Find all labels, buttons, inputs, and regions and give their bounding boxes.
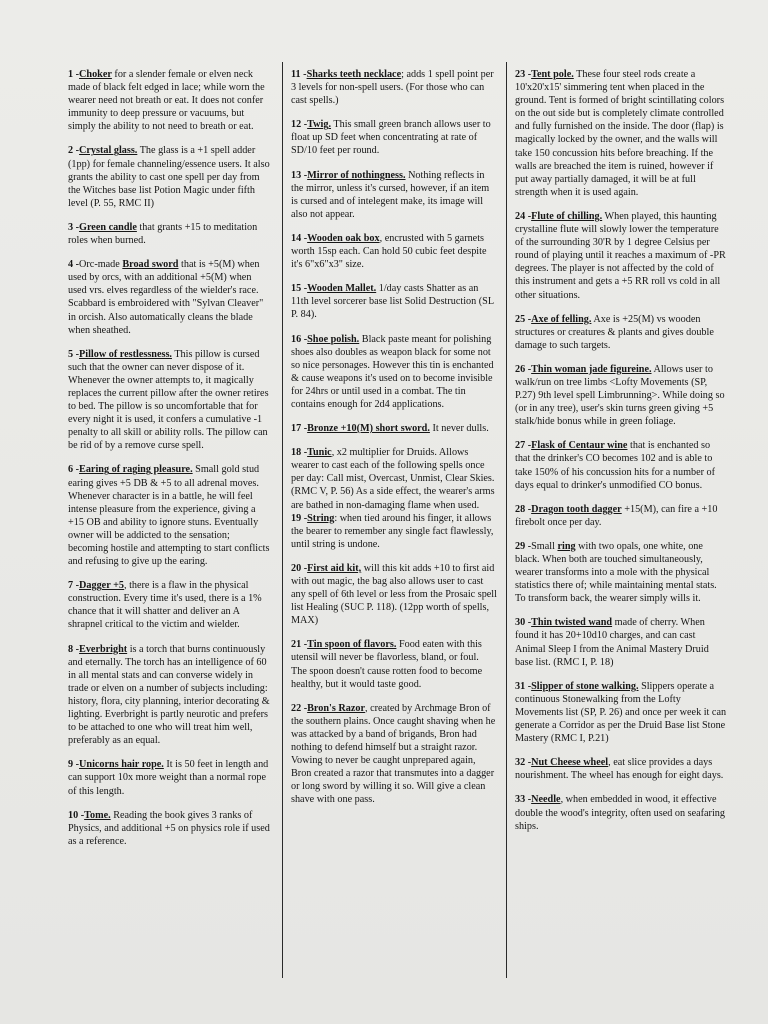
entry-name: Unicorns hair rope. [79, 759, 164, 771]
entry-number: 28 - [515, 503, 532, 515]
entry-number: 3 - [68, 221, 80, 233]
entry-16 [291, 333, 497, 412]
column-3 [515, 68, 727, 844]
column-divider [506, 62, 507, 978]
entry-number: 7 - [68, 580, 80, 592]
entry-name: Green candle [79, 221, 137, 233]
entry-29 [515, 540, 727, 605]
entry-text: Reading the book gives 3 ranks of Physics, and additional +5 on physics role if used as a reference. [68, 809, 270, 847]
entry-text: , x2 multiplier for Druids. Allows wearer to cast each of the following spells once per day: Call mist, Overcast, Unmist, Clear Skies. (RMC V, P. 56) As a side effect, the wearer's arms are bathed in non-damaging flame when used. [291, 447, 495, 511]
entry-text: Food eaten with this utensil will never be flavorless, bland, or foul. The spoon doesn't cause rotten food to become healthy, but it would taste good. [291, 639, 483, 690]
entry-number: 8 - [68, 643, 80, 655]
entry-7 [68, 579, 272, 631]
entry-4 [68, 258, 272, 337]
entry-name: Bron's Razor [307, 702, 365, 714]
entry-name: Thin woman jade figureine. [531, 363, 652, 375]
entry-31 [515, 680, 727, 745]
entry-name: Mirror of nothingness. [307, 169, 406, 181]
entry-text: This small green branch allows user to float up SD feet when concentrating at rate of SD/10 feet per round. [291, 119, 491, 157]
entry-text: , when embedded in wood, it effective double the wood's integrity, often used on seafaring ships. [515, 794, 725, 832]
entry-text: The glass is a +1 spell adder (1pp) for female channeling/essence users. It also grants the ability to cast one spell per day from the Witches base list Potion Magic under fifth level (P. 55, RMC II) [68, 145, 270, 209]
entry-text: It never dulls. [429, 423, 489, 435]
entry-name: Shoe polish. [307, 333, 360, 345]
entry-number: 22 - [291, 702, 308, 714]
entry-name: Tome. [84, 809, 111, 821]
entry-name: Needle [531, 794, 561, 806]
entry-26 [515, 363, 727, 428]
entry-number: 26 - [515, 363, 532, 375]
entry-name: Tin spoon of flavors. [307, 639, 397, 651]
entry-24 [515, 210, 727, 302]
entry-text: Axe is +25(M) vs wooden structures or creatures & plants and gives double damage to such targets. [515, 313, 714, 351]
entry-8 [68, 643, 272, 748]
entry-name: Flute of chilling. [531, 210, 603, 222]
entry-number: 27 - [515, 440, 532, 452]
entry-15 [291, 282, 497, 321]
entry-text: that is +5(M) when used by orcs, with an additional +5(M) when used vrs. elves regardless of the wielder's race. Scabbard is embroidered with "Sylvan Cleaver" in orcish. Also automatically cleans the blade when sheathed. [68, 259, 264, 336]
entry-text: Small gold stud earing gives +5 DB & +5 to all adrenal moves. Whenever character is in a battle, he will feel intense pleasure from the experience, giving a +15 OB and ability to ignore stuns. Eventually owner will be addicted to the sensation; becoming hostile and attempting to start conflicts and refusing to give up the earing. [68, 464, 270, 568]
entry-number: 23 - [515, 69, 532, 80]
entry-name: Wooden oak box [307, 232, 380, 244]
entry-text: When played, this haunting crystalline flute will slowly lower the temperature of the surrounding 30'R by 1 degree Celsius per round of playing until it reaches a maximum of -PR degrees. The player is not affected by the cold of this instrument and gets a +5 RR roll vs cold in all other situations. [515, 210, 726, 301]
entry-number: 10 - [68, 809, 85, 821]
entry-text: : when tied around his finger, it allows the bearer to remember any single fact flawlessly, until string is undone. [291, 512, 494, 550]
entry-name: Thin twisted wand [531, 617, 613, 629]
entry-number: 19 - [291, 512, 308, 524]
entry-name: Twig. [307, 119, 332, 131]
entry-text: , encrusted with 5 garnets worth 15sp each. Can hold 50 cubic feet despite it's 6"x6"x3" size. [291, 232, 487, 271]
entry-number: 25 - [515, 313, 532, 325]
entry-text: made of cherry. When found it has 20+10d10 charges, and can cast Animal Sleep I from the Animal Mastery Druid base list. (RMC I, P. 18) [515, 617, 709, 668]
entry-name: Wooden Mallet. [307, 283, 377, 295]
entry-name: Axe of felling. [531, 313, 592, 325]
entry-text: ; adds 1 spell point per 3 levels for non-spell users. (For those who can cast spells.) [291, 69, 494, 107]
entry-text: that is enchanted so that the drinker's CO becomes 102 and is able to take 150% of his concussion hits for a number of days equal to drinker's unmodified CO bonus. [515, 440, 716, 491]
entry-name: Choker [79, 69, 112, 80]
entry-number: 30 - [515, 617, 532, 629]
entry-21 [291, 638, 497, 690]
entry-text: is a torch that burns continuously and eternally. The torch has an intelligence of 60 in all mental stats and can converse widely in trade or elven on a number of subjects including: history, flora, city planning, interior decorating & lighting. Everbright is partly neurotic and prefers to be attached to one who will treat him well, preferably as an equal. [68, 643, 270, 747]
entry-13 [291, 169, 497, 221]
entry-number: 29 - [515, 540, 532, 552]
entry-text: Nothing reflects in the mirror, unless it's cursed, however, if an item is cursed and of intelegent make, its image will also not appear. [291, 169, 490, 220]
entry-number: 4 - [68, 259, 80, 271]
entry-text: , created by Archmage Bron of the southern plains. Once caught shaving when he was attacked by a band of brigands, Bron had nothing to defend himself but a straight razor. Vowing to never be caught unprepared again, Bron created a razor that transmutes into a dagger or long sword by willing it so. Will give a clean shave with one pass. [291, 702, 496, 806]
column-2 [291, 68, 497, 818]
entry-text: This pillow is cursed such that the owner can never dispose of it. Whenever the owner attempts to, it magically replaces the current pillow after the owner retires to bed. The pillow is so uncomfortable that for every night it is used, it confers a cumulative -1 penalty to all skill or ability rolls. The pillow can be rid of by a remove curse spell. [68, 348, 269, 452]
entry-name: Slipper of stone walking. [531, 680, 639, 692]
entry-name: Bronze +10(M) short sword. [307, 423, 430, 435]
entry-text: It is 50 feet in length and can support 10x more weight than a normal rope of this length. [68, 759, 269, 797]
entry-number: 16 - [291, 333, 308, 345]
entry-text: , there is a flaw in the physical construction. Every time it's used, there is a 1% chance that it will shatter and deliver an A shrapnel critical to the victim and wielder. [68, 580, 262, 631]
entry-name: Tunic [307, 447, 332, 459]
entry-18 [291, 446, 497, 511]
entry-25 [515, 313, 727, 352]
entry-name: Dragon tooth dagger [531, 503, 622, 515]
entry-name: Earing of raging pleasure. [79, 464, 193, 476]
entry-23 [515, 68, 727, 199]
entry-number: 13 - [291, 169, 308, 181]
entry-30 [515, 616, 727, 668]
entry-6 [68, 463, 272, 568]
entry-text: Slippers operate a continuous Stonewalking from the Lofty Movements list (SP, P. 26) and once per week it can generate a Corridor as per the Druid Base list Stone Mastery (RMC I, P.21) [515, 680, 727, 745]
entry-number: 6 - [68, 464, 80, 476]
entry-text: 1/day casts Shatter as an 11th level sorcerer base list Solid Destruction (SL P. 84). [291, 283, 494, 321]
entry-19 [291, 512, 497, 551]
entry-14 [291, 232, 497, 271]
entry-number: 32 - [515, 757, 532, 769]
entry-3 [68, 221, 272, 247]
entry-text: These four steel rods create a 10'x20'x15' simmering tent when placed in the ground. Tent is formed of bright scintillating colors on the out side but is completely climate controlled and fully furnished on the inside. The door (flap) is magically locked by the owner, and the walls will take 150 concussion hits before breaching. If the walls are breached the item is ruined, however if put away partially damaged, it will be at full strength when it is used again. [515, 69, 725, 198]
entry-name: Broad sword [122, 259, 179, 271]
entry-1 [68, 68, 272, 133]
entry-12 [291, 118, 497, 157]
entry-text: with two opals, one white, one black. When both are touched simultaneously, wearer transforms into a mole with the physical statistics there of; while maintaining mental stats. To transform back, the wearer simply wills it. [515, 540, 717, 605]
entry-5 [68, 348, 272, 453]
entry-name: Crystal glass. [79, 145, 138, 157]
entry-name: ring [557, 540, 576, 552]
entry-32 [515, 756, 727, 782]
entry-text: Allows user to walk/run on tree limbs <Lofty Movements (SP, P.27) 9th level spell Limbrunning>. While doing so (or in any tree), user's skin turns green giving +5 stalk/hide bonus while in green foliage. [515, 363, 725, 428]
entry-text: , eat slice provides a days nourishment. The wheel has enough for eight days. [515, 757, 724, 782]
entry-17 [291, 422, 497, 435]
entry-28 [515, 503, 727, 529]
entry-number: 9 - [68, 759, 80, 771]
entry-prefix: Small [531, 540, 558, 552]
column-divider [282, 62, 283, 978]
entry-20 [291, 562, 497, 627]
entry-name: Pillow of restlessness. [79, 348, 172, 360]
entry-number: 15 - [291, 283, 308, 295]
entry-name: First aid kit, [307, 562, 362, 574]
entry-number: 5 - [68, 348, 80, 360]
entry-2 [68, 144, 272, 209]
entry-text: that grants +15 to meditation roles when burned. [68, 221, 258, 247]
entry-name: Nut Cheese wheel [531, 757, 609, 769]
entry-text: Black paste meant for polishing shoes also doubles as weapon black for some not so nice personages. However this tin is enchanted & cause weapons it's used on to become invisible for 24hrs or until used in a combat. The tin contains enough for 2d4 applications. [291, 333, 494, 410]
entry-name: Flask of Centaur wine [531, 440, 628, 452]
column-1 [68, 68, 272, 859]
entry-text: for a slender female or elven neck made of black felt edged in lace; while worn the wearer need not breath or eat. It does not confer immunity to deep pressure or vacuums, but simply the ability to not need to breath or eat. [68, 69, 265, 133]
entry-10 [68, 809, 272, 848]
entry-prefix: Orc-made [79, 259, 123, 271]
entry-name: Sharks teeth necklace [306, 69, 402, 80]
entry-text: will this kit adds +10 to first aid with out magic, the bag also allows user to cast any spell of 6th level or less from the Prosaic spell list Healing (SUC P. 118). (12pp worth of spells, MAX) [291, 562, 497, 627]
entry-number: 1 - [68, 69, 80, 80]
entry-text: +15(M), can fire a +10 firebolt once per day. [515, 503, 718, 528]
entry-number: 31 - [515, 680, 532, 692]
entry-name: Tent pole. [531, 69, 574, 80]
entry-name: Everbright [79, 643, 128, 655]
entry-11 [291, 68, 497, 107]
entry-name: Dagger +5 [79, 580, 124, 592]
entry-22 [291, 702, 497, 807]
entry-number: 11 - [291, 69, 307, 80]
entry-33 [515, 793, 727, 832]
entry-number: 12 - [291, 119, 308, 131]
entry-number: 17 - [291, 423, 308, 435]
entry-number: 33 - [515, 794, 532, 806]
entry-27 [515, 439, 727, 491]
entry-number: 18 - [291, 447, 308, 459]
entry-number: 20 - [291, 562, 308, 574]
entry-9 [68, 758, 272, 797]
entry-number: 21 - [291, 639, 308, 651]
entry-number: 14 - [291, 232, 308, 244]
entry-number: 24 - [515, 210, 532, 222]
entry-number: 2 - [68, 145, 80, 157]
entry-name: String [307, 512, 335, 524]
